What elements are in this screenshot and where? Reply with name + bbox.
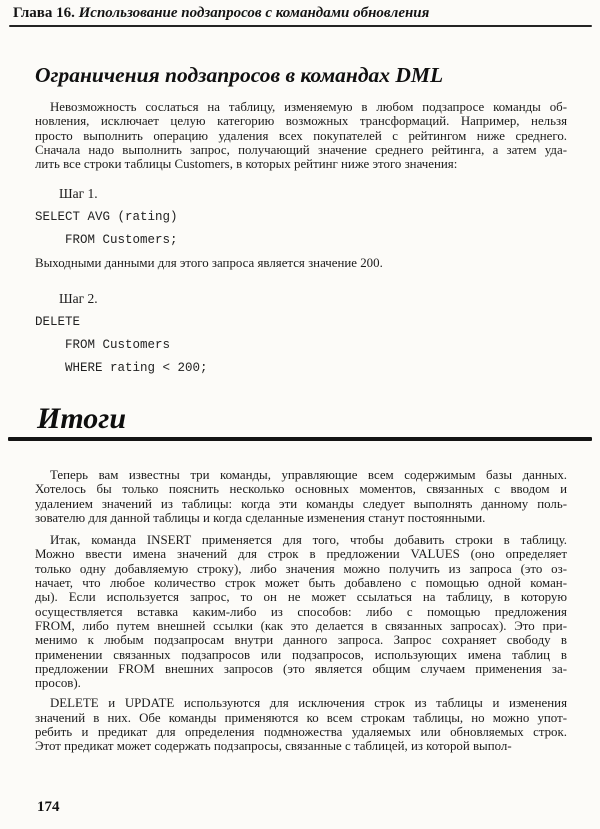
chapter-label: Глава 16.	[13, 5, 75, 21]
text-line: новления, исключает целую категорию возможных трансформаций. Например, нельзя	[35, 114, 567, 129]
code-line: FROM Customers;	[35, 233, 178, 248]
text-line: менимо к любым подзапросам внутри данного запроса. Запрос сохраняет свободу в	[35, 633, 567, 648]
step1-result: Выходными данными для этого запроса является значение 200.	[35, 256, 383, 271]
text-line: просто выполнить операцию удаления всех покупателей с рейтингом ниже среднего.	[35, 128, 567, 143]
code-line: WHERE rating < 200;	[35, 361, 208, 376]
page-number: 174	[37, 799, 60, 815]
code-line: FROM Customers	[35, 338, 171, 353]
text-line: Хотелось бы только пояснить несколько основных моментов, связанных с вводом и	[35, 482, 567, 497]
text-line: только одну добавляемую строку), либо значения можно получить из запроса (это оз-	[35, 561, 567, 576]
page-header	[13, 5, 590, 22]
text-line: Этот предикат может содержать подзапросы, связанные с таблицей, из которой выпол-	[35, 739, 512, 754]
text-line: Теперь вам известны три команды, управляющие всем содержимым базы данных.	[50, 467, 567, 482]
summary-paragraph-3	[35, 696, 567, 753]
text-line: ребить и предикат для определения подмножества удаляемых или обновляемых строк.	[35, 725, 567, 740]
section-title: Ограничения подзапросов в командах DML	[35, 63, 444, 87]
text-line: значений в них. Обе команды применяются ко всем строкам таблицы, но можно упот-	[35, 710, 567, 725]
text-line: предложении FROM внешних запросов (это является общим случаем применения за-	[35, 661, 567, 676]
text-line: FROM, либо путем внешней ссылки (как это делается в связанных запросах). Это при-	[35, 618, 567, 633]
text-line: Итак, команда INSERT применяется для того, чтобы добавить строки в таблицу.	[50, 533, 567, 548]
step2-code	[35, 316, 567, 375]
text-line: зователю для данной таблицы и когда сделанные изменения станут постоянными.	[35, 510, 486, 525]
page-content	[35, 62, 567, 754]
summary-paragraph-2	[35, 533, 567, 690]
text-line: Можно ввести имена значений для строк в предложении VALUES (оно определяет	[35, 547, 567, 562]
text-line: DELETE и UPDATE используются для исключения строк из таблицы и изменения	[50, 696, 567, 711]
code-line: DELETE	[35, 315, 81, 330]
text-line: осуществляется вставка каким-либо из способов: либо с помощью предложения	[35, 604, 567, 619]
header-rule	[9, 25, 592, 27]
text-line: Невозможность сослаться на таблицу, изменяемую в любом подзапросе команды об-	[50, 100, 567, 114]
code-line: SELECT AVG (rating)	[35, 210, 178, 225]
step1-label: Шаг 1.	[59, 186, 98, 202]
step2-label: Шаг 2.	[59, 291, 98, 307]
text-line: ды). Если используется запрос, то он не может ссылаться на таблицу, в которую	[35, 590, 567, 605]
text-line: применении связанных подзапросов или подзапросов, использующих имена таблиц в	[35, 647, 567, 662]
text-line: лить все строки таблицы Customers, в которых рейтинг ниже этого значения:	[35, 157, 458, 172]
text-line: удалением значений из таблицы: когда эти команды следует выполнять данному поль-	[35, 496, 567, 511]
intro-paragraph	[35, 100, 567, 171]
summary-rule	[8, 437, 592, 441]
summary-title: Итоги	[37, 402, 127, 436]
text-line: просов).	[35, 676, 81, 691]
step1-code	[35, 211, 567, 247]
chapter-title: Использование подзапросов с командами обновления	[78, 5, 430, 21]
summary-paragraph-1	[35, 468, 567, 525]
text-line: начает, что любое количество строк может быть добавлено с помощью одной коман-	[35, 576, 567, 591]
text-line: Сначала надо выполнить запрос, получающий значение среднего рейтинга, а затем уда-	[35, 142, 567, 157]
